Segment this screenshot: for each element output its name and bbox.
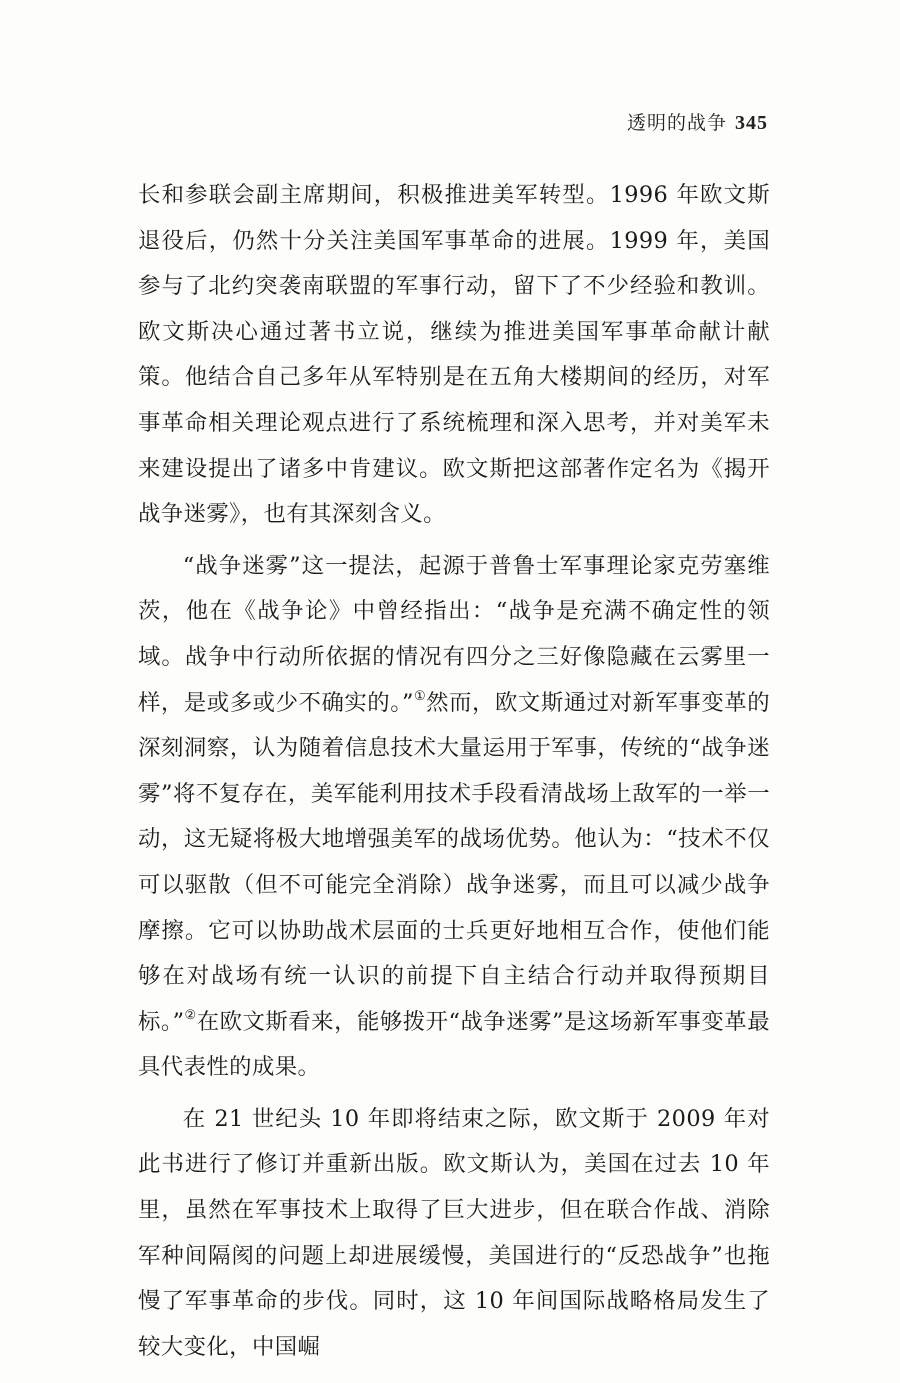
running-header (627, 108, 768, 135)
paragraph-2-part-1: “战争迷雾”这一提法，起源于普鲁士军事理论家克劳塞维茨，他在《战争论》中曾经指出：“战争是充满不确定性的领域。战争中行动所依据的情况有四分之三好像隐藏在云雾里一样，是或多或少不确实的。” (138, 552, 770, 716)
paragraph-2-part-3: 在欧文斯看来，能够拨开“战争迷雾”是这场新军事变革最具代表性的成果。 (138, 1008, 770, 1081)
chapter-title: 透明的战争 (626, 112, 727, 134)
paragraph-2 (138, 544, 770, 1091)
page-number: 345 (735, 112, 768, 134)
footnote-marker-2[interactable]: ② (184, 1007, 197, 1023)
body-text (138, 173, 770, 1376)
paragraph-1: 长和参联会副主席期间，积极推进美军转型。1996 年欧文斯退役后，仍然十分关注美国军事革命的进展。1999 年，美国参与了北约突袭南联盟的军事行动，留下了不少经验和教训。欧文斯决心通过著书立说，继续为推进美国军事革命献计献策。他结合自己多年从军特别是在五角大楼期间的经历，对军事革命相关理论观点进行了系统梳理和深入思考，并对美军未来建设提出了诸多中肯建议。欧文斯把这部著作定名为《揭开战争迷雾》，也有其深刻含义。 (138, 182, 770, 528)
paragraph-3: 在 21 世纪头 10 年即将结束之际，欧文斯于 2009 年对此书进行了修订并重新出版。欧文斯认为，美国在过去 10 年里，虽然在军事技术上取得了巨大进步，但在联合作战、消除军种间隔阂的问题上却进展缓慢，美国进行的“反恐战争”也拖慢了军事革命的步伐。同时，这 10 年间国际战略格局发生了较大变化，中国崛 (138, 1105, 770, 1360)
paragraph-2-part-2: 然而，欧文斯通过对新军事变革的深刻洞察，认为随着信息技术大量运用于军事，传统的“战争迷雾”将不复存在，美军能利用技术手段看清战场上敌军的一举一动，这无疑将极大地增强美军的战场优势。他认为：“技术不仅可以驱散（但不可能完全消除）战争迷雾，而且可以减少战争摩擦。它可以协助战术层面的士兵更好地相互合作，使他们能够在对战场有统一认识的前提下自主结合行动并取得预期目标。” (138, 689, 770, 1035)
footnote-marker-1[interactable]: ① (413, 688, 427, 704)
